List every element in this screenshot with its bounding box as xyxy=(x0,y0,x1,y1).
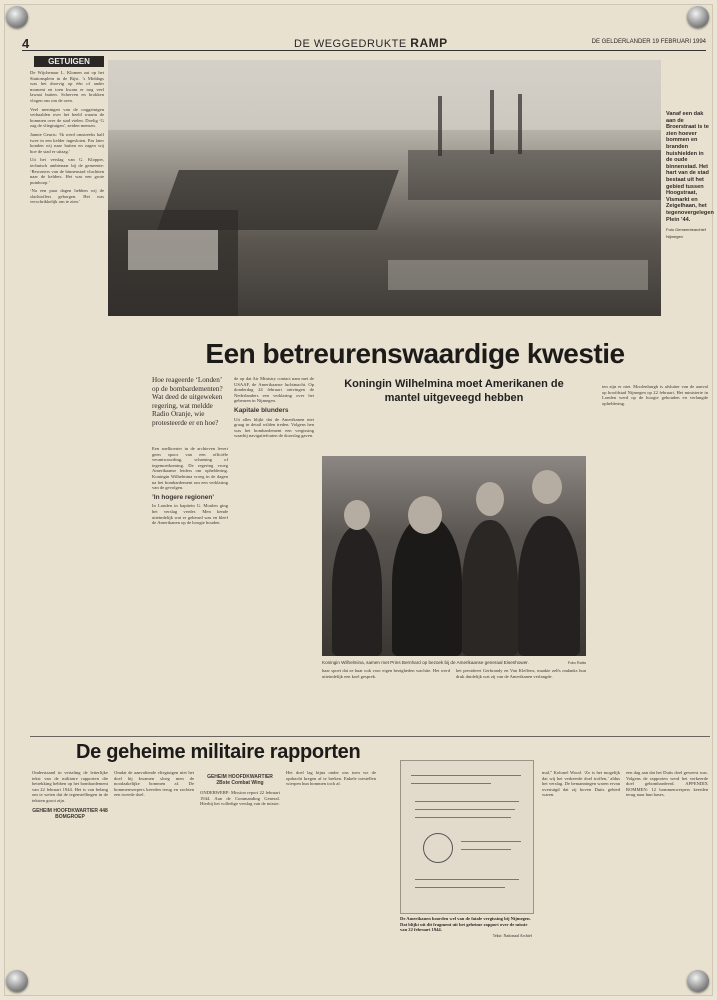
document-credit: Tekst: Nationaal Archief xyxy=(492,932,532,938)
photo-caption-text: Vanaf een dak aan de Broerstraat is te zien hoever bommen en branden huishielden in de oude binnenstad. Het hart van de stad bestaat uit het gebied tussen Hoogstraat, Vismarkt en Zeigelhaan, het tegenovergelegen Plein ’44. xyxy=(666,111,714,223)
thumbtack-icon xyxy=(6,970,28,992)
s2-column-4: Het doel lag bijna onder ons toen we de opdracht kregen af te breken. Enkele toestellen wierpen hun bommen toch af. xyxy=(286,770,376,787)
page-number: 4 xyxy=(22,36,30,51)
s2-column-3-text: ONDERWERP: Mission report 22 februari 1944. Aan de Commanding General. Hierbij het volledige verslag van de missie. xyxy=(200,790,280,807)
s2-column-5: mal,” Kolonel Wood. ‘Zo is het mogelijk dat wij het verkeerde doel troffen,’ aldus het verslag. De bemanningen waren ervan overtuigd dat zij boven Duits gebied waren. xyxy=(542,770,620,798)
kicker-bold: RAMP xyxy=(410,36,448,50)
s2-column-1 xyxy=(32,770,108,988)
kicker-regular: DE WEGGEDRUKTE xyxy=(294,38,411,50)
s2-column-3 xyxy=(200,770,280,988)
column-c-body2: Uit alles blijkt dat de Amerikanen niet graag in detail wilden treden. Volgens hen was het bombardement een vergissing waarbij navigatiefouten de doorslag gaven. xyxy=(234,416,314,439)
classified-document-image xyxy=(400,760,534,914)
photo-caption xyxy=(666,111,714,240)
document-caption-text: De Amerikanen hoorden wel van de fatale vergissing bij Nijmegen. Dat blijkt uit dit fragment uit het geheime rapport over de missie van 22 februari 1944. xyxy=(400,916,531,933)
section-divider xyxy=(30,736,710,737)
column-b-body: Een snelkoerier in de archieven levert geen spoor van een officiële verantwoording, schaming of tegemoetkoming. De regering vroeg Amerikaanse leiders om opheldering. Koningin Wilhelmina vroeg in de dagen na het bombardement om een verklaring van de gevolgen. xyxy=(152,446,228,491)
left-paragraph: Jannie Geurts: ‘Ik werd omstreeks half twee in een kelder ingesloten. Pas later konden wij naar buiten en zagen wij hoe de stad er uitzag.’ xyxy=(30,131,104,154)
paper-dateline: DE GELDERLANDER 19 FEBRUARI 1994 xyxy=(591,39,706,45)
column-b-subhead: ’In hogere regionen’ xyxy=(152,493,215,501)
photo2-caption xyxy=(322,660,586,665)
box-headline: Koningin Wilhelmina moet Amerikanen de mantel uitgeveegd hebben xyxy=(344,378,564,404)
photo2-credit: Foto Ruits xyxy=(567,660,586,665)
box-column-1: haar spoet dat ze haar ook voor eigen bezigheden wachtte. Het werd uiteindelijk een koel gesprek. xyxy=(322,668,450,679)
section-tag: GETUIGEN xyxy=(34,56,104,67)
article-column-c xyxy=(234,376,314,731)
photo-credit: Foto Gemeentearchief Nijmegen xyxy=(666,227,706,239)
section-kicker xyxy=(294,36,448,50)
document-caption xyxy=(400,916,532,938)
article-intro: Hoe reageerde ‘Londen’ op de bombardementen? Wat deed de uitgeweken regering, wat meldde Radio Oranje, wie protesteerde er en hoe? xyxy=(152,376,223,427)
main-headline: Een betreurenswaardige kwestie xyxy=(205,338,625,369)
left-column xyxy=(30,70,104,735)
thumbtack-icon xyxy=(6,6,28,28)
column-c-body: de op dat Air Ministry contact nam met de USAAF, de Amerikaanse luchtmacht. Op donderdag 24 februari ontvingen de Nederlanders een verklaring over het gebeuren in Nijmegen. xyxy=(234,376,314,404)
left-paragraph: Uit het verslag van G. Klopper, technisch ambtenaar bij de gemeente: ‘Bewoners van de binnenstad vluchtten naar de kelders. Het was een grote puinhoop.’ xyxy=(30,157,104,185)
left-paragraph: De Wijchenaar L. Klomen zat op het Stationsplein in de Bijst. ’s Middags was het droevig op één of ander moment en toen kwam er nog veel lawaai buiten. Scherven en brokken vlogen ons om de oren. xyxy=(30,70,104,103)
left-paragraph: Veel meningen van de ooggetuigen verhaalden over het beeld waarin de bommen over de stad vielen. Doelig ‘G zag de vliegtuigen’, zeiden mensen. xyxy=(30,106,104,129)
s2-column-2: Omdat de aanvaliende vliegtuigen niet het doel bij kwamen sloeg men de noodzakelijke bommen af. De bommenwerpers keerden terug en zochten een tweede doel. xyxy=(114,770,194,798)
left-paragraph: ‘Na een paar dagen hebben wij de slachtoffers geborgen. Het was verschrikkelijk om te zien.’ xyxy=(30,188,104,205)
s2-hq-label2: GEHEIM HOOFDKWARTIER 2Bste Combat Wing xyxy=(207,774,273,786)
newspaper-page xyxy=(4,4,713,996)
s2-hq-label: GEHEIM HOOFDKWARTIER 448 BOMGROEP xyxy=(32,807,108,820)
article-column-b xyxy=(152,446,228,731)
wilhelmina-eisenhower-photo xyxy=(322,456,586,656)
section2-headline: De geheime militaire rapporten xyxy=(76,741,361,763)
city-ruins-photo xyxy=(108,60,661,316)
s2-column-1-text: Onderstaand in vertaling de letterlijke tekst van de militaire rapporten die betrekking hebben op het bombardement van 22 februari 1944. Het is van belang om te weten dat de tegenstellingen in de teksten groot zijn. xyxy=(32,770,108,803)
right-column: ten zijn er niet. Moolenburgh is afsluiter van de aanval op hoofdstad Nijmegen op 22 februari. Het ministerie in Londen werd op de hoogte gehouden en verlangde opheldering. xyxy=(602,384,708,406)
s2-column-6: een dag aan dat het Duits doel geweest was. Volgens de rapporten werd het verkeerde doel gebombardeerd. APPENDIX ROMMEN: 12 bommenwerpers keerden terug naar hun bases. xyxy=(626,770,708,798)
page-header xyxy=(22,36,706,51)
column-b-body2: In Londen in kapitein G. Moulen ging het verslag verder. Men kende uiteindelijk wat er gebeurd was en bleef de Amerikanen op de hoogte houden. xyxy=(152,503,228,526)
photo2-caption-text: Koningin Wilhelmina, samen met Prins Bernhard op bezoek bij de Amerikaanse generaal Eisenhower. xyxy=(322,660,529,665)
column-c-subhead: Kapitale blunders xyxy=(234,406,289,414)
thumbtack-icon xyxy=(687,6,709,28)
box-column-2: het presideert Gerbrandy en Van Kleffens, maakte zelfs ondanks hun druk duidelijk wat zij van de Amerikanen verlangde. xyxy=(456,668,586,679)
